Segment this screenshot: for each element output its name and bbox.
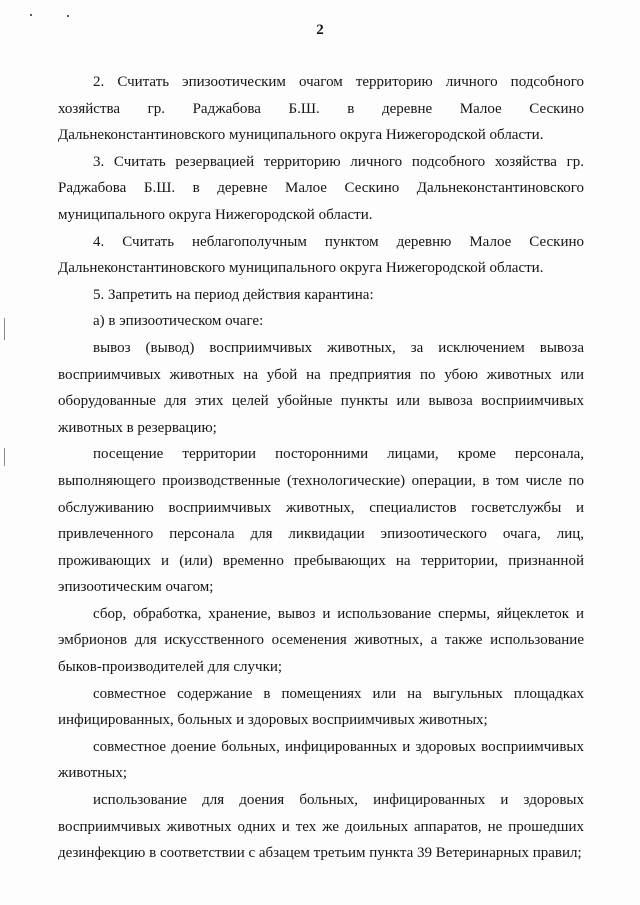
paragraph-line: муниципального округа Нижегородской области. [58, 206, 373, 223]
paragraph [58, 787, 584, 867]
paragraph-line: привлеченного персонала для ликвидации эпизоотического очага, лиц, [58, 526, 584, 543]
paragraph-line: 5. Запретить на период действия карантина: [93, 286, 374, 303]
paragraph [58, 149, 584, 229]
paragraph-line: обслуживанию восприимчивых животных, специалистов госветслужбы и [58, 499, 584, 516]
paragraph-line: инфицированных, больных и здоровых восприимчивых животных; [58, 712, 488, 729]
paragraph [58, 229, 584, 282]
paragraph [58, 734, 584, 787]
paragraph-line: восприимчивых животных одних и тех же доильных аппаратов, не прошедших [58, 818, 584, 835]
paragraph-line: совместное доение больных, инфицированных и здоровых восприимчивых [93, 738, 584, 755]
page-number: 2 [316, 22, 324, 38]
paragraph-line: Дальнеконстантиновского муниципального округа Нижегородской области. [58, 260, 544, 277]
paragraph [58, 441, 584, 601]
paragraph-line: Раджабова Б.Ш. в деревне Малое Сескино Дальнеконстантиновского [58, 180, 584, 197]
paragraph-line: хозяйства гр. Раджабова Б.Ш. в деревне Малое Сескино [58, 100, 584, 117]
paragraph-line: 3. Считать резервацией территорию личного подсобного хозяйства гр. [93, 153, 584, 170]
document-body [58, 69, 584, 867]
paragraph [58, 681, 584, 734]
paragraph-line: 2. Считать эпизоотическим очагом территорию личного подсобного [93, 74, 584, 90]
paragraph-line: вывоз (вывод) восприимчивых животных, за исключением вывоза [93, 339, 584, 356]
paragraph-line: Дальнеконстантиновского муниципального округа Нижегородской области. [58, 127, 544, 144]
paragraph [58, 69, 584, 149]
paragraph [58, 335, 584, 441]
paragraph-line: совместное содержание в помещениях или на выгульных площадках [93, 685, 584, 702]
paragraph [58, 308, 584, 335]
paragraph [58, 601, 584, 681]
paragraph-line: выполняющего производственные (технологические) операции, в том числе по [58, 472, 584, 489]
paragraph-line: восприимчивых животных на убой на предприятия по убою животных или [58, 366, 584, 383]
paragraph-line: посещение территории посторонними лицами, кроме персонала, [93, 446, 584, 463]
paragraph-line: сбор, обработка, хранение, вывоз и использование спермы, яйцеклеток и [93, 605, 584, 622]
paragraph-line: использование для доения больных, инфицированных и здоровых [93, 792, 584, 809]
paragraph-line: 4. Считать неблагополучным пунктом деревню Малое Сескино [93, 233, 584, 250]
paragraph-line: оборудованные для этих целей убойные пункты или вывоза восприимчивых [58, 393, 584, 410]
paragraph-line: проживающих и (или) временно пребывающих на территории, признанной [58, 552, 584, 569]
paragraph [58, 282, 584, 309]
scan-speck [30, 14, 32, 16]
scan-edge-mark [4, 318, 5, 340]
paragraph-line: животных; [58, 765, 128, 782]
paragraph-line: а) в эпизоотическом очаге: [93, 313, 264, 330]
paragraph-line: эпизоотическим очагом; [58, 579, 214, 596]
paragraph-line: дезинфекцию в соответствии с абзацем третьим пункта 39 Ветеринарных правил; [58, 845, 582, 862]
paragraph-line: животных в резервацию; [58, 419, 217, 436]
scan-speck [67, 15, 69, 17]
paragraph-line: эмбрионов для искусственного осеменения животных, а также использование [58, 632, 584, 649]
paragraph-line: быков-производителей для случки; [58, 659, 283, 676]
scan-edge-mark [4, 448, 5, 466]
